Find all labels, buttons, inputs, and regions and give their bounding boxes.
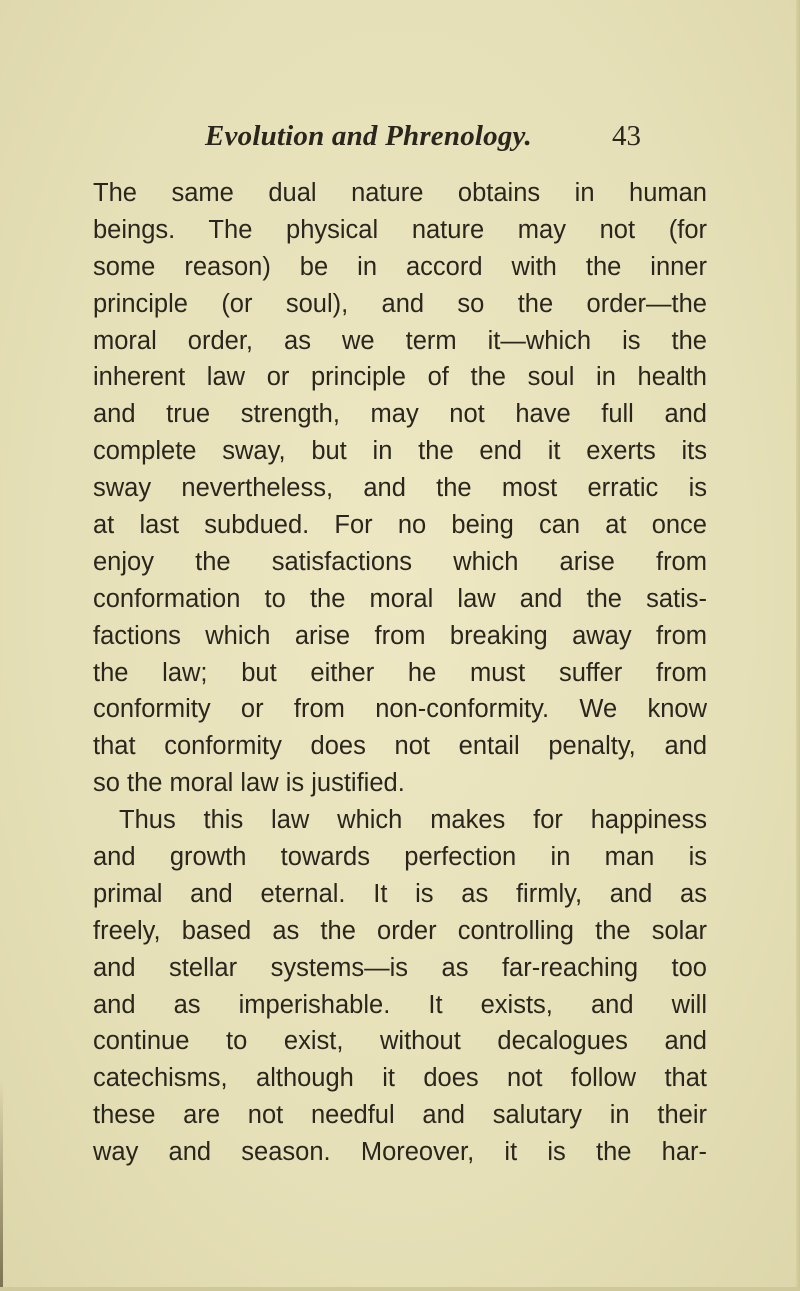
text-line: The same dual nature obtains in human	[93, 179, 707, 207]
text-line: beings. The physical nature may not (for	[93, 215, 707, 244]
text-line: some reason) be in accord with the inner	[93, 252, 707, 281]
text-line: primal and eternal. It is as firmly, and as	[93, 879, 707, 908]
text-line: at last subdued. For no being can at once	[93, 511, 707, 540]
text-line: inherent law or principle of the soul in health	[93, 363, 707, 392]
text-line: conformation to the moral law and the satis-	[93, 584, 707, 613]
text-line: conformity or from non-conformity. We know	[93, 695, 707, 724]
page-header	[0, 120, 800, 160]
text-line: so the moral law is justified.	[93, 769, 405, 798]
page-left-shadow	[0, 1080, 3, 1291]
text-line: and as imperishable. It exists, and will	[93, 990, 707, 1019]
page-bottom-edge	[0, 1287, 800, 1291]
body-text	[93, 175, 707, 1171]
page-number: 43	[612, 120, 641, 152]
text-line: Thus this law which makes for happiness	[119, 806, 707, 835]
text-line: way and season. Moreover, it is the har-	[93, 1138, 707, 1167]
text-line: freely, based as the order controlling the solar	[93, 916, 707, 945]
page-right-edge	[796, 0, 800, 1291]
text-line: these are not needful and salutary in their	[93, 1101, 707, 1130]
text-line: complete sway, but in the end it exerts its	[93, 437, 707, 466]
text-line: principle (or soul), and so the order—the	[93, 289, 707, 318]
text-line: continue to exist, without decalogues and	[93, 1027, 707, 1056]
text-line: that conformity does not entail penalty, and	[93, 732, 707, 761]
text-line: catechisms, although it does not follow that	[93, 1064, 707, 1093]
text-line: and growth towards perfection in man is	[93, 843, 707, 872]
running-title: Evolution and Phrenology.	[205, 120, 533, 152]
text-line: enjoy the satisfactions which arise from	[93, 547, 707, 576]
text-line: moral order, as we term it—which is the	[93, 326, 707, 355]
text-line: sway nevertheless, and the most erratic is	[93, 474, 707, 503]
text-line: the law; but either he must suffer from	[93, 658, 707, 687]
text-line: and true strength, may not have full and	[93, 400, 707, 429]
text-line: factions which arise from breaking away from	[93, 621, 707, 650]
text-line: and stellar systems—is as far-reaching too	[93, 953, 707, 982]
